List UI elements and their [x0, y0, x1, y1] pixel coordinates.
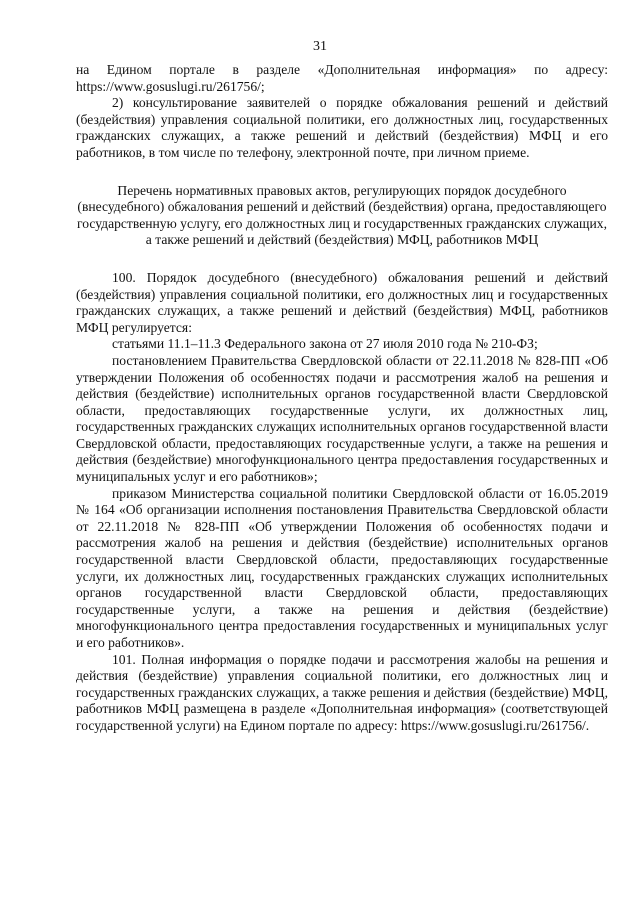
paragraph-ministry-order: приказом Министерства социальной политики Свердловской области от 16.05.2019 № 164 «Об организации исполнения постановления Правительства Свердловской области от 22.11.2018 № 828-ПП «Об утверждении Положения об особенностях подачи и рассмотрения жалоб на решения и действия (бездействие) исполнительных органов государственной власти Свердловской области, предоставляющих государственные услуги, их должностных лиц, государственных гражданских служащих исполнительных органов государственной власти Свердловской области, предоставляющих государственные услуги, а также на решения и действия (бездействие) многофункционального центра предоставления государственных и муниципальных услуг и его работников».: [76, 485, 608, 650]
spacer: [76, 249, 608, 270]
paragraph-100: 100. Порядок досудебного (внесудебного) обжалования решений и действий (бездействия) управления социальной политики, его должностных лиц и государственных гражданских служащих, а также решений и действий (бездействия) МФЦ, работников МФЦ регулируется:: [76, 269, 608, 335]
paragraph-101: 101. Полная информация о порядке подачи и рассмотрения жалобы на решения и действия (бездействие) управления социальной политики, его должностных лиц и государственных гражданских служащих, а также решения и действия (бездействие) МФЦ, работников МФЦ размещена в разделе «Дополнительная информация» (соответствующей государственной услуги) на Едином портале по адресу: https://www.gosuslugi.ru/261756/.: [76, 651, 608, 733]
paragraph-federal-law: статьями 11.1–11.3 Федерального закона от 27 июля 2010 года № 210-ФЗ;: [112, 336, 538, 352]
paragraph-portal-continuation: на Едином портале в разделе «Дополнительная информация» по адресу: https://www.gosuslugi.ru/261756/;: [76, 62, 608, 94]
paragraph-consulting: 2) консультирование заявителей о порядке обжалования решений и действий (бездействия) управления социальной политики, его должностных лиц, государственных гражданских служащих, а также решений и действий (бездействия) МФЦ и его работников, в том числе по телефону, электронной почте, при личном приеме.: [76, 95, 608, 160]
section-heading: Перечень нормативных правовых актов, регулирующих порядок досудебного (внесудебного) обжалования решений и действий (бездействия) органа, предоставляющего государственную услугу, его должностных лиц и государственных гражданских служащих, а также решений и действий (бездействия) МФЦ, работников МФЦ: [76, 182, 607, 248]
paragraph-government-resolution: постановлением Правительства Свердловской области от 22.11.2018 № 828-ПП «Об утверждении Положения об особенностях подачи и рассмотрения жалоб на решения и действия (бездействие) исполнительных органов государственной власти Свердловской области, предоставляющих государственные услуги, их должностных лиц, государственных гражданских служащих исполнительных органов государственной власти Свердловской области, предоставляющих государственные услуги, а также на решения и действия (бездействие) многофункционального центра предоставления государственных и муниципальных услуг и его работников»;: [76, 352, 608, 485]
page-content: [76, 62, 608, 735]
spacer: [76, 162, 608, 183]
page-number: 31: [313, 39, 327, 54]
